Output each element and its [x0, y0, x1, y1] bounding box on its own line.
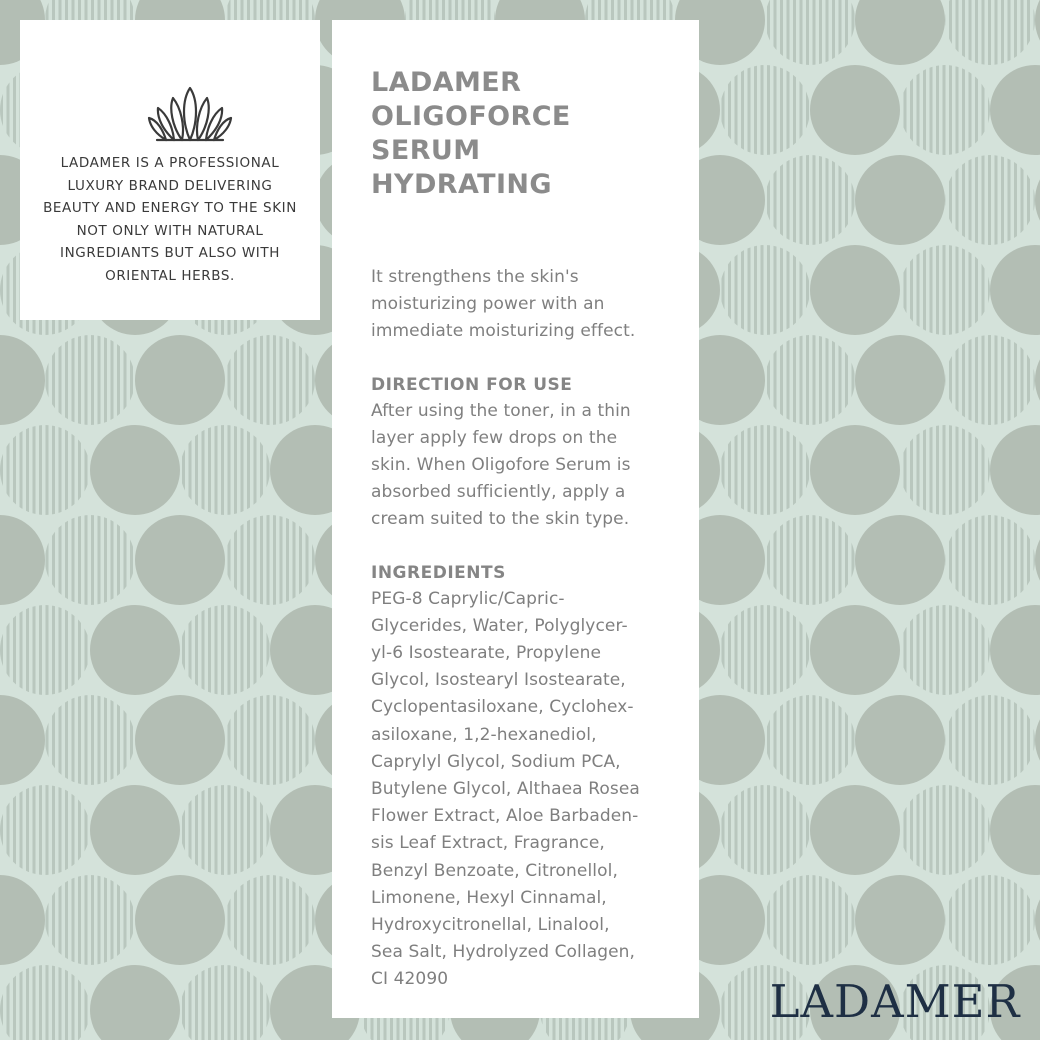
solid-circle: [810, 605, 900, 695]
striped-circle: [720, 785, 810, 875]
striped-circle: [765, 155, 855, 245]
striped-circle: [720, 245, 810, 335]
striped-circle: [45, 875, 135, 965]
direction-text: After using the toner, in a thin layer apply few drops on the skin. When Oligofore Serum is absorbed sufficiently, apply a cream suited to the skin type.: [371, 400, 631, 530]
brand-logo: LADAMER: [769, 975, 1021, 1028]
striped-circle: [900, 425, 990, 515]
striped-circle: [765, 875, 855, 965]
striped-circle: [900, 65, 990, 155]
solid-circle: [810, 425, 900, 515]
solid-circle: [855, 875, 945, 965]
striped-circle: [900, 785, 990, 875]
brand-card: [20, 20, 320, 320]
solid-circle: [135, 875, 225, 965]
brand-description: LADAMER IS A PROFESSIONAL LUXURY BRAND DELIVERING BEAUTY AND ENERGY TO THE SKIN NOT ONLY WITH NATURAL INGREDIANTS BUT ALSO WITH ORIENTAL HERBS.: [43, 155, 297, 284]
striped-circle: [0, 605, 90, 695]
solid-circle: [90, 605, 180, 695]
striped-circle: [765, 695, 855, 785]
product-intro: It strengthens the skin's moisturizing power with an immediate moisturizing effect.: [371, 267, 636, 342]
solid-circle: [90, 425, 180, 515]
ingredients-text: PEG-8 Caprylic/Capric- Glycerides, Water, Polyglycer- yl-6 Isostearate, Propylene Glycol, Isostearyl Isostearate, Cyclopentasiloxane, Cyclohex- asiloxane, 1,2-hexanediol, Caprylyl Glycol, Sodium PCA, Butylene Glycol, Althaea Rosea Flower Extract, Aloe Barbaden- sis Leaf Extract, Fragrance, Benzyl Benzoate, Citronellol, Limonene, Hexyl Cinnamal, Hydroxycitronellal, Linalool, Sea Salt, Hydrolyzed Collagen, CI 42090: [371, 588, 640, 990]
product-info-card: [332, 20, 699, 1018]
striped-circle: [765, 515, 855, 605]
striped-circle: [45, 695, 135, 785]
solid-circle: [810, 65, 900, 155]
solid-circle: [855, 335, 945, 425]
solid-circle: [90, 785, 180, 875]
solid-circle: [135, 515, 225, 605]
striped-circle: [45, 515, 135, 605]
solid-circle: [810, 785, 900, 875]
solid-circle: [135, 695, 225, 785]
product-title: LADAMER OLIGOFORCE SERUM HYDRATING: [371, 67, 571, 200]
solid-circle: [855, 695, 945, 785]
striped-circle: [720, 65, 810, 155]
striped-circle: [45, 335, 135, 425]
striped-circle: [180, 425, 270, 515]
striped-circle: [945, 695, 1035, 785]
solid-circle: [855, 155, 945, 245]
striped-circle: [225, 695, 315, 785]
striped-circle: [0, 425, 90, 515]
striped-circle: [720, 425, 810, 515]
striped-circle: [945, 155, 1035, 245]
striped-circle: [900, 605, 990, 695]
striped-circle: [945, 875, 1035, 965]
striped-circle: [180, 785, 270, 875]
striped-circle: [765, 335, 855, 425]
striped-circle: [0, 785, 90, 875]
striped-circle: [900, 245, 990, 335]
striped-circle: [945, 335, 1035, 425]
solid-circle: [810, 245, 900, 335]
crown-icon: [145, 82, 235, 150]
striped-circle: [225, 515, 315, 605]
striped-circle: [225, 875, 315, 965]
striped-circle: [945, 515, 1035, 605]
striped-circle: [225, 335, 315, 425]
striped-circle: [180, 605, 270, 695]
solid-circle: [135, 335, 225, 425]
striped-circle: [720, 605, 810, 695]
ingredients-heading: INGREDIENTS: [371, 562, 506, 583]
direction-heading: DIRECTION FOR USE: [371, 374, 573, 395]
solid-circle: [855, 515, 945, 605]
